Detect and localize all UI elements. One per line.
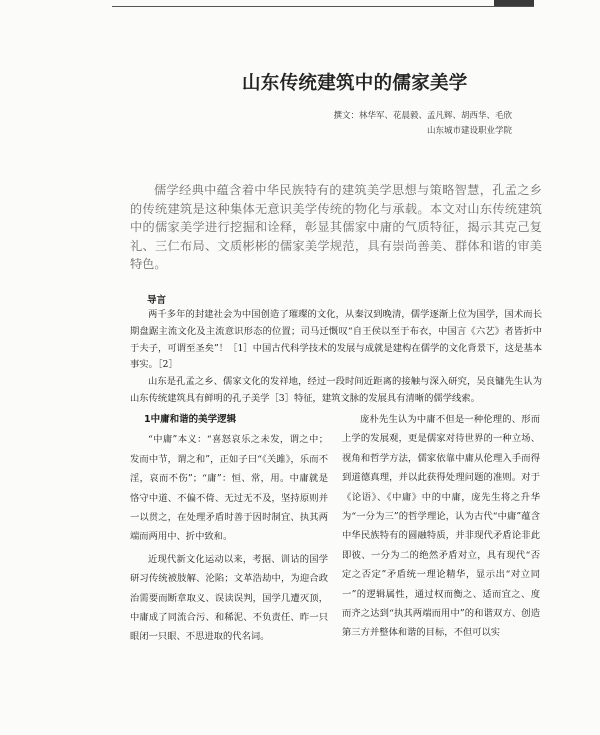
intro-body: [130, 307, 542, 408]
body-paragraph: 庞朴先生认为中庸不但是一种伦理的、形而上学的发展观，更是儒家对待世界的一种立场、视角和哲学方法，儒家依靠中庸从伦理入手而得到道德真理，并以此获得处理问题的准则。对于《论语》、《中庸》中的中庸，庞先生将之升华为“一分为三”的哲学理论，认为古代“中庸”蕴含中华民族特有的圆融特质，并非现代矛盾论非此即彼、一分为二的绝然矛盾对立，具有现代“否定之否定”矛盾统一理论精华，显示出“对立同一”的逻辑属性，通过权而衡之、适而宜之、度而齐之达到“执其两端而用中”的和谐双方、创造第三方并整体和谐的目标，不但可以实: [342, 414, 540, 639]
left-column: [130, 410, 328, 647]
article-title: 山东传统建筑中的儒家美学: [242, 73, 468, 94]
intro-paragraph: 山东是孔孟之乡、儒家文化的发祥地，经过一段时间近距离的接触与深入研究，吴良镛先生认为山东传统建筑具有鲜明的孔子美学［3］特征，建筑文脉的发展具有清晰的儒学线索。: [130, 376, 542, 404]
intro-heading: 导言: [147, 295, 167, 306]
right-column: [342, 410, 540, 643]
section-1-heading: 1中庸和谐的美学逻辑: [144, 414, 237, 425]
abstract: 儒学经典中蕴含着中华民族特有的建筑美学思想与策略智慧，孔孟之乡的传统建筑是这种集体无意识美学传统的物化与承载。本文对山东传统建筑中的儒家美学进行挖掘和诠释，彰显其儒家中庸的气质特征，揭示其克己复礼、三仁布局、文质彬彬的儒家美学规范，具有崇尚善美、群体和谐的审美特色。: [130, 183, 542, 272]
body-paragraph: “中庸”本义：“喜怒哀乐之未发，谓之中；发而中节，谓之和”，正如子曰“《关雎》，乐而不淫，哀而不伤”；“庸”：恒、常，用。中庸就是恪守中道、不偏不倚、无过无不及，坚持原则并一以贯之，在处理矛盾时善于因时制宜、执其两端而两用中、折中致和。: [130, 434, 328, 543]
author-affiliation: 山东城市建设职业学院: [426, 126, 512, 136]
article-authors: 撰文：林华军、花晨毅、孟凡辉、胡西华、毛欣: [333, 111, 512, 121]
header-rule: [112, 6, 534, 7]
body-paragraph: 近现代新文化运动以来，考据、训诂的国学研习传统被肢解、沦陷；文革浩劫中，为迎合政治需要而断章取义、误读误判，国学几遭灭顶，中庸成了同流合污、和稀泥、不负责任、昨一只眼闭一只眼、不思进取的代名词。: [130, 553, 328, 643]
intro-paragraph: 两千多年的封建社会为中国创造了璀璨的文化，从秦汉到晚清，儒学逐渐上位为国学，国术而长期盘踞主流文化及主流意识形态的位置；司马迁慨叹“自王侯以至于布衣，中国言《六艺》者皆折中于夫子，可谓至圣矣”！［1］中国古代科学技术的发展与成就是建构在儒学的文化背景下，这是基本事实。［2］: [130, 309, 542, 371]
